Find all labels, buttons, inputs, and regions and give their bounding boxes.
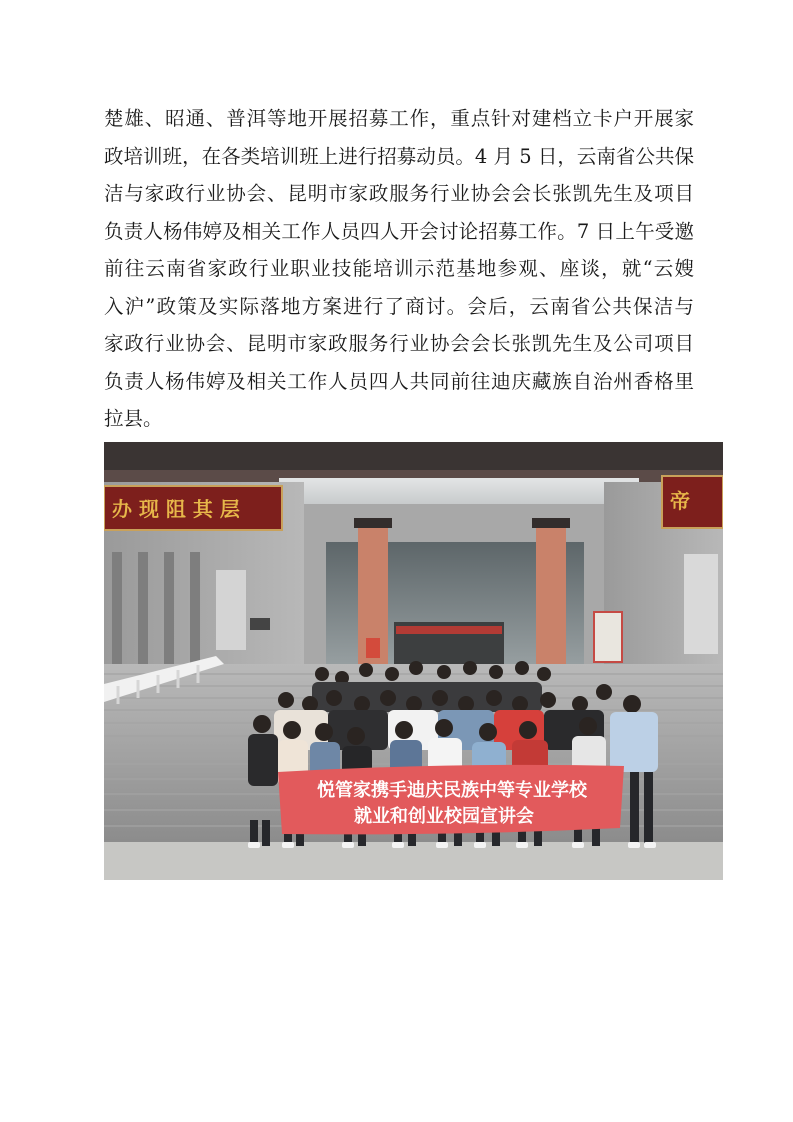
entrance-column (536, 524, 566, 664)
wall-fin (190, 552, 200, 672)
paragraph-line: 楚雄、昭通、普洱等地开展招募工作，重点针对建档立卡户开展家 (104, 107, 694, 130)
paragraph-line: 入沪”政策及实际落地方案进行了商讨。会后，云南省公共保洁与 (104, 294, 694, 318)
stand-sign (366, 638, 380, 658)
column-cap (532, 518, 570, 528)
banner-subtitle: 就业和创业校园宣讲会 (354, 806, 534, 827)
wall-fin (138, 552, 148, 672)
paragraph-line: 负责人杨伟婷及相关工作人员四人共同前往迪庆藏族自治州香格里 (104, 369, 694, 393)
paragraph-line: 政培训班，在各类培训班上进行招募动员。4 月 5 日，云南省公共保 (104, 144, 694, 168)
banner-title: 悦管家携手迪庆民族中等专业学校 (317, 780, 587, 801)
door-banner (396, 626, 502, 634)
paragraph-line: 前往云南省家政行业职业技能培训示范基地参观、座谈，就“云嫂 (104, 257, 694, 280)
left-sign-text: 办 现 阻 其 层 (112, 497, 240, 521)
poster-stand (594, 612, 622, 662)
event-banner (278, 765, 624, 835)
wall-fin (164, 552, 174, 672)
paragraph-line: 负责人杨伟婷及相关工作人员四人开会讨论招募工作。7 日上午受邀 (104, 219, 694, 243)
paragraph-line: 洁与家政行业协会、昆明市家政服务行业协会会长张凯先生及项目 (104, 182, 694, 205)
wall-plate (250, 618, 270, 630)
wall-plaque (216, 570, 246, 650)
paragraph-line: 拉县。 (104, 407, 163, 430)
body-paragraph (104, 100, 694, 438)
group-photo (104, 442, 723, 880)
column-cap (354, 518, 392, 528)
wall-plaque (684, 554, 718, 654)
group-photo-illustration (104, 442, 723, 880)
right-sign-text: 帝 (670, 489, 690, 513)
wall-fin (112, 552, 122, 672)
sky-gap (279, 478, 639, 508)
paragraph-line: 家政行业协会、昆明市家政服务行业协会会长张凯先生及公司项目 (104, 332, 694, 355)
